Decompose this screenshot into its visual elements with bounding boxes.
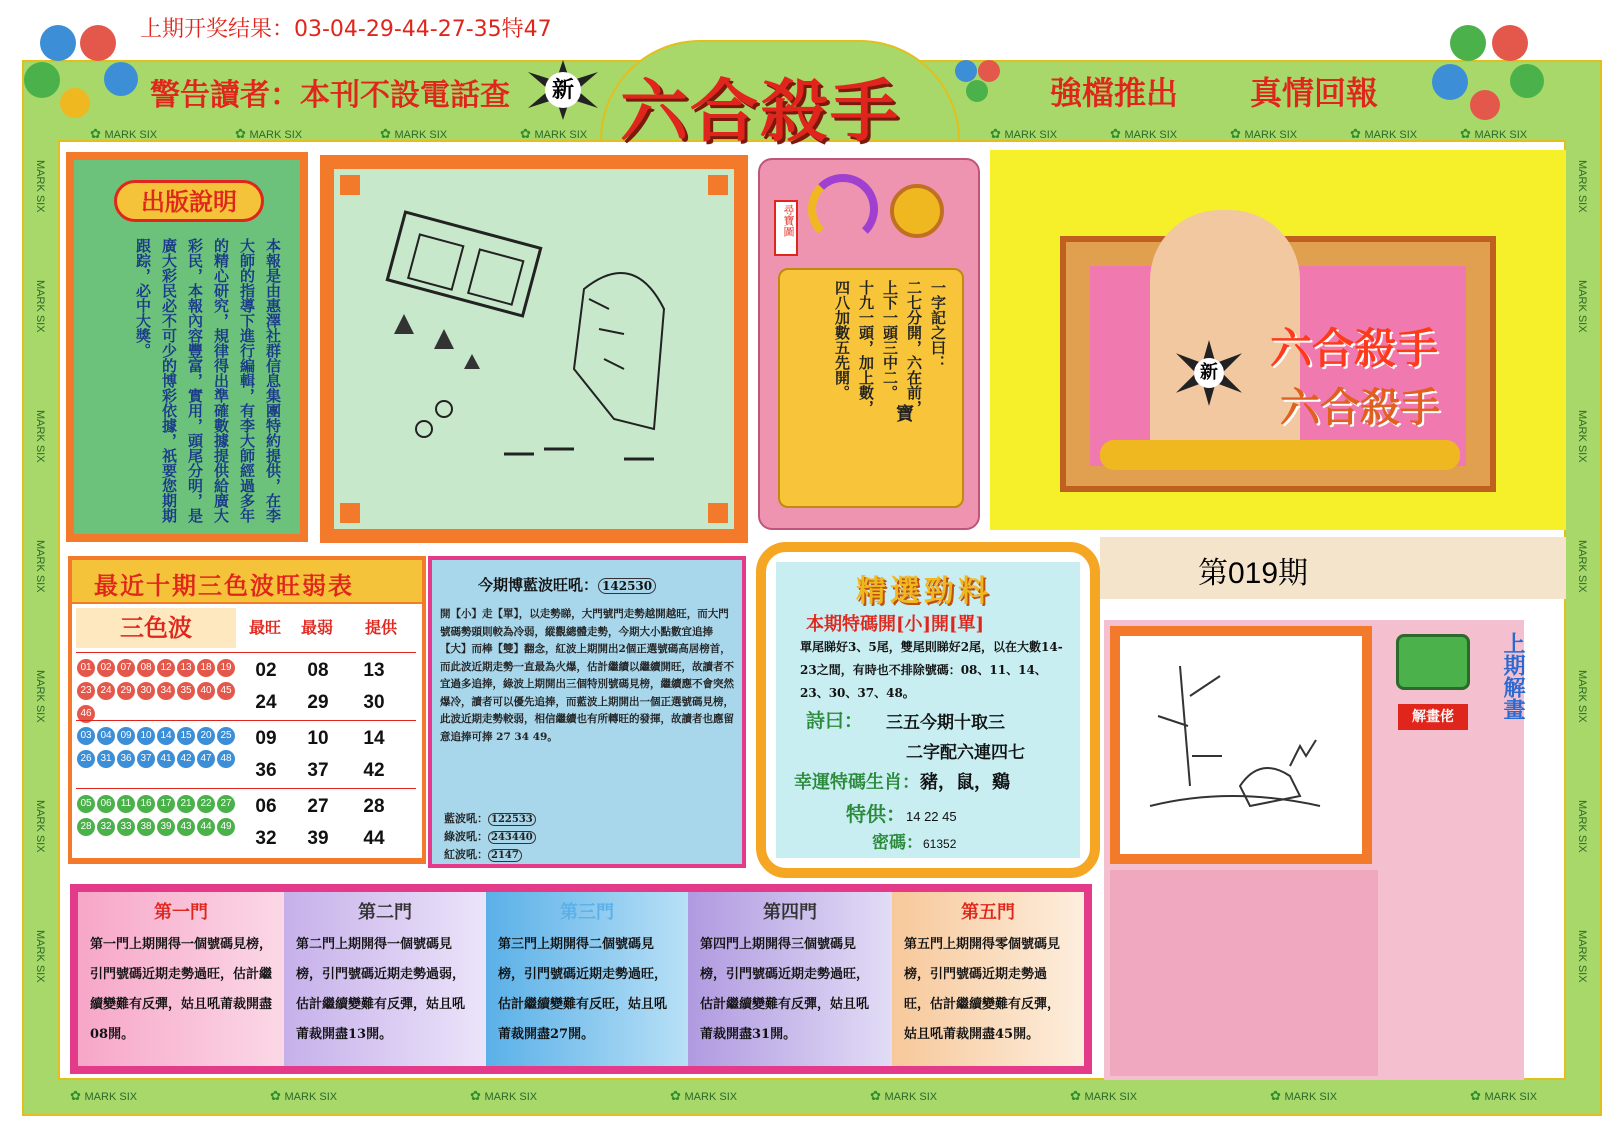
code-row <box>872 828 956 853</box>
ad-panel <box>990 150 1566 530</box>
wave-cell: 09 <box>255 728 277 749</box>
watermark-text: ✿ MARK SIX <box>380 126 447 142</box>
wave-ball: 01 <box>77 659 95 677</box>
treasure-badge <box>774 200 798 256</box>
watermark-text: ✿ MARK SIX <box>1110 126 1177 142</box>
wave-ball: 17 <box>157 795 175 813</box>
poem-line-1: 三五今期十取三 <box>886 713 1005 733</box>
poem-text <box>830 280 950 480</box>
poem-line: 二七分開，六在前， <box>905 280 923 415</box>
wave-cell: 08 <box>307 660 329 681</box>
wave-table-title: 最近十期三色波旺弱表 <box>94 571 354 600</box>
wave-head-label: 最弱 <box>300 618 333 637</box>
watermark-text: MARK SIX <box>34 540 46 593</box>
pink-texture <box>1110 870 1378 1076</box>
lottery-ball-icon <box>1450 25 1486 61</box>
watermark-text: MARK SIX <box>34 160 46 213</box>
wave-ball: 02 <box>97 659 115 677</box>
wave-ball: 30 <box>137 682 155 700</box>
wave-ball: 46 <box>77 705 95 723</box>
watermark-text: ✿ MARK SIX <box>1470 1088 1537 1104</box>
wave-ball: 16 <box>137 795 155 813</box>
ad-title: 六合殺手 <box>1270 324 1439 373</box>
wave-cell: 32 <box>255 828 277 849</box>
wave-ball: 07 <box>117 659 135 677</box>
wave-ball: 39 <box>157 818 175 836</box>
line-nums: 2147 <box>488 849 522 862</box>
wave-ball: 38 <box>137 818 155 836</box>
line-nums: 122533 <box>488 813 536 826</box>
issue-banner <box>1100 537 1566 599</box>
special-label: 特供： <box>846 802 906 826</box>
wave-ball: 36 <box>117 750 135 768</box>
watermark-text: ✿ MARK SIX <box>470 1088 537 1104</box>
special-value: 14 22 45 <box>906 809 957 824</box>
tiger-illustration-panel <box>320 155 748 543</box>
tiger-sketch-icon <box>334 169 734 529</box>
gate-text: 第二門上期開得一個號碼見榜，引門號碼近期走勢過弱，估計繼續變難有反彈，姑且吼莆裁開盡13開。 <box>296 937 466 1042</box>
wave-cell: 06 <box>255 796 277 817</box>
poem-line: 上下一頭三中二。 <box>881 280 899 400</box>
lottery-ball-icon <box>966 80 988 102</box>
watermark-text: ✿ MARK SIX <box>990 126 1057 142</box>
gate-title: 第四門 <box>763 902 817 923</box>
decode-badge: 解畫佬 <box>1398 704 1468 730</box>
watermark-text: ✿ MARK SIX <box>90 126 157 142</box>
lottery-ball-icon <box>978 60 1000 82</box>
blue-line <box>444 810 536 828</box>
wave-ball: 31 <box>97 750 115 768</box>
publication-panel <box>66 152 308 542</box>
wave-ball: 18 <box>197 659 215 677</box>
selection-subtitle: 本期特碼開[小]開[單] <box>806 614 985 635</box>
wave-row <box>76 652 416 718</box>
slogan-right: 真情回報 <box>1250 74 1379 112</box>
watermark-text: ✿ MARK SIX <box>1460 126 1527 142</box>
gate-2 <box>284 892 486 1066</box>
wave-ball-group <box>76 791 238 837</box>
lottery-ball-icon <box>80 25 116 61</box>
watermark-text: ✿ MARK SIX <box>520 126 587 142</box>
watermark-text: MARK SIX <box>34 280 46 333</box>
wave-ball: 11 <box>117 795 135 813</box>
line-nums: 243440 <box>488 831 536 844</box>
ad-badge-label: 新 <box>1194 358 1224 388</box>
gate-text: 第三門上期開得二個號碼見榜，引門號碼近期走勢過旺，估計繼續變難有反旺，姑且吼莆裁開盡27開。 <box>498 937 668 1042</box>
wave-cell: 10 <box>307 728 329 749</box>
wave-ball: 26 <box>77 750 95 768</box>
wave-ball: 22 <box>197 795 215 813</box>
wave-ball: 33 <box>117 818 135 836</box>
wave-table <box>72 604 422 858</box>
corner-ornament <box>340 175 360 195</box>
watermark-text: MARK SIX <box>1576 280 1588 333</box>
wave-ball: 23 <box>77 682 95 700</box>
blue-line <box>444 828 536 846</box>
wave-ball: 34 <box>157 682 175 700</box>
watermark-text: MARK SIX <box>1576 540 1588 593</box>
wave-ball: 20 <box>197 727 215 745</box>
watermark-text: ✿ MARK SIX <box>270 1088 337 1104</box>
lottery-ball-icon <box>955 60 977 82</box>
blue-wave-panel <box>428 556 746 868</box>
wave-ball-group <box>76 655 238 724</box>
poem-signature: 寶 <box>896 404 914 425</box>
decode-side-label: 上期解畫 <box>1500 632 1526 720</box>
line-label: 藍波吼： <box>444 812 488 825</box>
wave-ball: 40 <box>197 682 215 700</box>
wave-cell: 29 <box>307 692 329 713</box>
warning-text: 警告讀者：本刊不設電話查 <box>150 78 510 113</box>
watermark-text: MARK SIX <box>1576 800 1588 853</box>
special-row <box>846 798 957 827</box>
gate-text: 第五門上期開得零個號碼見榜，引門號碼近期走勢過旺，估計繼續變難有反彈，姑且吼莆裁開盡45開。 <box>904 937 1061 1042</box>
wave-ball: 41 <box>157 750 175 768</box>
wave-ball: 21 <box>177 795 195 813</box>
zodiac-label: 幸運特碼生肖： <box>794 772 920 793</box>
wave-ball: 27 <box>217 795 235 813</box>
poem-line: 一字記之曰： <box>929 280 947 370</box>
corner-ornament <box>708 175 728 195</box>
wave-cell: 44 <box>363 828 385 849</box>
lottery-ball-icon <box>1432 64 1468 100</box>
gate-text: 第四門上期開得三個號碼見榜，引門號碼近期走勢過旺，估計繼續變難有反彈，姑且吼莆裁開盡31開。 <box>700 937 870 1042</box>
watermark-text: ✿ MARK SIX <box>670 1088 737 1104</box>
wave-head-label: 最旺 <box>248 618 281 637</box>
watermark-text: MARK SIX <box>34 930 46 983</box>
wave-head-label: 提供 <box>364 618 397 637</box>
wave-ball: 37 <box>137 750 155 768</box>
masthead-title: 六合殺手 <box>620 72 901 152</box>
gate-title: 第五門 <box>961 902 1015 923</box>
selection-panel <box>756 542 1100 878</box>
lottery-ball-icon <box>1492 25 1528 61</box>
corner-ornament <box>708 503 728 523</box>
publication-body: 本報是由惠澤社群信息集團特約提供，在李大師的指導下進行編輯，有李大師經過多年的精心研究，規律得出準確數據提供給廣大彩民，本報內容豐富，實用，頭尾分明，是廣大彩民必不可少的博彩依據，祇要您期期跟踪，必中大獎。 <box>134 238 282 523</box>
issue-number: 第019期 <box>1198 557 1309 590</box>
watermark-text: MARK SIX <box>34 800 46 853</box>
wave-ball: 43 <box>177 818 195 836</box>
wave-ball: 06 <box>97 795 115 813</box>
watermark-text: MARK SIX <box>34 670 46 723</box>
watermark-text: ✿ MARK SIX <box>70 1088 137 1104</box>
wave-ball-group <box>76 723 238 769</box>
wave-ball: 35 <box>177 682 195 700</box>
watermark-text: MARK SIX <box>1576 670 1588 723</box>
wave-ball: 24 <box>97 682 115 700</box>
ad-title-2: 六合殺手 <box>1280 384 1440 431</box>
treasure-badge-label: 尋寶圖 <box>782 204 795 237</box>
line-label: 綠波吼： <box>444 830 488 843</box>
watermark-text: MARK SIX <box>1576 930 1588 983</box>
lottery-ball-icon <box>1470 90 1500 120</box>
new-badge-label: 新 <box>545 72 581 108</box>
gate-title: 第三門 <box>560 902 614 923</box>
picture-frame <box>1110 626 1372 864</box>
wave-cell: 13 <box>363 660 385 681</box>
poem-line-2: 二字配六連四七 <box>906 743 1025 763</box>
wave-ball: 14 <box>157 727 175 745</box>
wave-ball: 15 <box>177 727 195 745</box>
blue-panel-title-nums: 142530 <box>598 578 656 594</box>
wave-cell: 42 <box>363 760 385 781</box>
scroll-paper <box>778 268 964 508</box>
zodiac-row <box>794 768 1010 794</box>
blue-panel-title-label: 今期博藍波旺吼： <box>478 576 599 594</box>
wave-cell: 27 <box>307 796 329 817</box>
gate-3 <box>486 892 688 1066</box>
wave-ball: 42 <box>177 750 195 768</box>
blue-panel-body: 開【小】走【單】，以走勢睇，大門號門走勢越開越旺，而大門號碼勢頭則較為冷弱，縱觀總體走勢，今期大小點數宜追捧【大】而棒【雙】翻念，紅波上期開出2個正選號碼高居榜首，而此波近期走勢一直最為火爆，估計繼續以繼續開旺，故讀者不宜過多追捧，綠波上期開出三個特別號碼見榜，繼續應不會突然爆冷，讀者可以優先追捧，而藍波上期開出一個正選號碼見榜，此波近期走勢較弱，相信繼續也有所轉旺的發揮，故讀者也應留意追捧可捧 27 34 49。 <box>440 608 734 743</box>
medallion-icon <box>890 184 944 238</box>
line-label: 紅波吼： <box>444 848 488 861</box>
watermark-text: ✿ MARK SIX <box>1350 126 1417 142</box>
wave-ball: 10 <box>137 727 155 745</box>
wave-ball: 25 <box>217 727 235 745</box>
wave-ball: 05 <box>77 795 95 813</box>
wave-cell: 37 <box>307 760 329 781</box>
wave-cell: 14 <box>363 728 385 749</box>
rainbow-pot-icon <box>808 174 878 244</box>
selection-body: 單尾睇好3、5尾，雙尾則睇好2尾，以在大數14-23之間，有時也不排除號碼：08、11、14、23、30、37、48。 <box>800 640 1063 700</box>
wave-cell: 28 <box>363 796 385 817</box>
blue-panel-lines <box>444 810 536 864</box>
poem-line: 四八加數五先開。 <box>833 280 851 400</box>
watermark-text: ✿ MARK SIX <box>1270 1088 1337 1104</box>
wave-cell: 24 <box>255 692 277 713</box>
gold-ingots <box>1100 440 1460 470</box>
corner-ornament <box>340 503 360 523</box>
wave-ball: 45 <box>217 682 235 700</box>
zodiac-value: 豬，鼠，鷄 <box>920 772 1010 793</box>
wave-cell: 36 <box>255 760 277 781</box>
gate-text: 第一門上期開得一個號碼見榜，引門號碼近期走勢過旺，估計繼續變難有反彈，姑且吼莆裁開盡08開。 <box>90 937 273 1042</box>
wave-ball: 49 <box>217 818 235 836</box>
wave-table-panel <box>68 556 426 864</box>
gate-4 <box>688 892 892 1066</box>
watermark-text: ✿ MARK SIX <box>870 1088 937 1104</box>
gate-1 <box>78 892 284 1066</box>
wave-ball: 12 <box>157 659 175 677</box>
wave-cell: 02 <box>255 660 277 681</box>
book-icon <box>1396 634 1470 690</box>
gate-title: 第一門 <box>154 902 208 923</box>
gate-5 <box>892 892 1084 1066</box>
wave-cell: 30 <box>363 692 385 713</box>
wave-ball: 19 <box>217 659 235 677</box>
lottery-ball-icon <box>104 62 138 96</box>
watermark-text: MARK SIX <box>34 410 46 463</box>
watermark-text: ✿ MARK SIX <box>1230 126 1297 142</box>
lottery-ball-icon <box>60 88 90 118</box>
poem-scroll-panel <box>758 158 980 530</box>
blue-line <box>444 846 536 864</box>
lottery-ball-icon <box>40 25 76 61</box>
blue-panel-title <box>478 574 656 595</box>
wave-ball: 04 <box>97 727 115 745</box>
poem-label: 詩曰： <box>806 710 864 732</box>
lottery-ball-icon <box>24 62 60 98</box>
wave-head-label: 三色波 <box>120 613 192 642</box>
watermark-text: ✿ MARK SIX <box>1070 1088 1137 1104</box>
gate-title: 第二門 <box>358 902 412 923</box>
wave-ball: 48 <box>217 750 235 768</box>
poem-line: 十九一頭，加上數， <box>857 280 875 415</box>
wave-row <box>76 720 416 786</box>
wave-ball: 13 <box>177 659 195 677</box>
wave-ball: 09 <box>117 727 135 745</box>
watermark-text: MARK SIX <box>1576 160 1588 213</box>
wave-ball: 44 <box>197 818 215 836</box>
wave-ball: 47 <box>197 750 215 768</box>
watermark-text: ✿ MARK SIX <box>235 126 302 142</box>
publication-title: 出版說明 <box>114 180 264 222</box>
slogan-left: 強檔推出 <box>1050 74 1179 112</box>
wave-ball: 32 <box>97 818 115 836</box>
wave-ball: 03 <box>77 727 95 745</box>
wave-head-cell <box>76 608 236 648</box>
wave-ball: 29 <box>117 682 135 700</box>
deer-sketch-icon <box>1120 636 1360 852</box>
lottery-ball-icon <box>1510 64 1544 98</box>
last-result-text: 上期开奖结果：03-04-29-44-27-35特47 <box>140 17 552 42</box>
wave-cell: 39 <box>307 828 329 849</box>
watermark-text: MARK SIX <box>1576 410 1588 463</box>
wave-ball: 08 <box>137 659 155 677</box>
wave-row <box>76 788 416 854</box>
code-value: 61352 <box>923 837 957 851</box>
code-label: 密碼： <box>872 833 923 853</box>
wave-ball: 28 <box>77 818 95 836</box>
selection-title: 精選勁料 <box>856 574 992 609</box>
